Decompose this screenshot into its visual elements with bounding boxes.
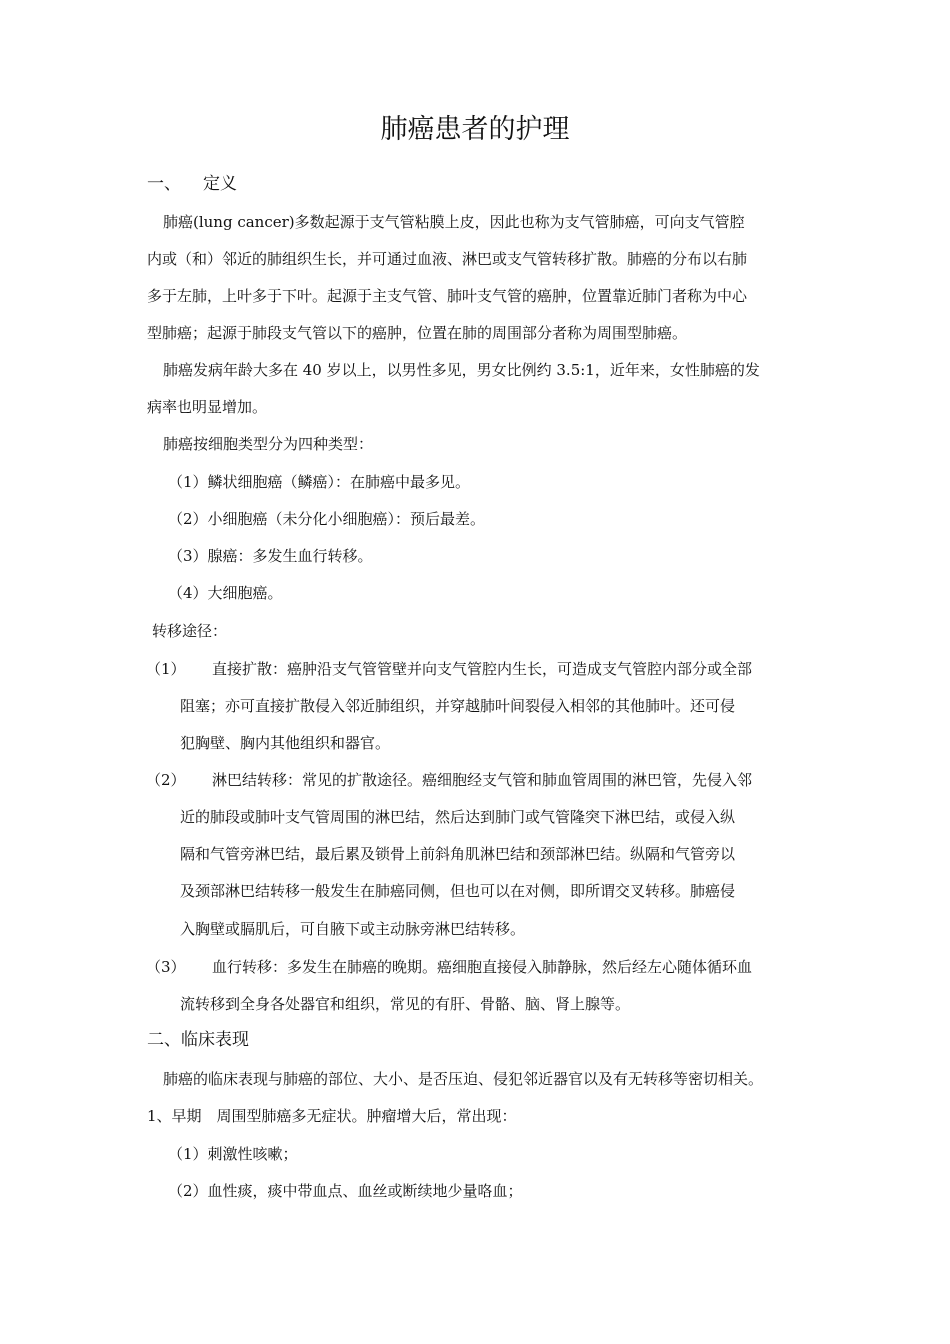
metastasis-line: 血行转移：多发生在肺癌的晚期。癌细胞直接侵入肺静脉，然后经左心随体循环血 [212, 958, 753, 976]
early-stage-line: 1、早期 周围型肺癌多无症状。肿瘤增大后，常出现： [147, 1107, 517, 1125]
metastasis-line: 及颈部淋巴结转移一般发生在肺癌同侧，但也可以在对侧，即所谓交叉转移。肺癌侵 [180, 882, 736, 900]
section-1-number: 一、 [147, 174, 181, 194]
type-item: （2）小细胞癌（未分化小细胞癌）：预后最差。 [168, 510, 486, 528]
metastasis-number: （1） [146, 660, 186, 678]
metastasis-line: 淋巴结转移：常见的扩散途径。癌细胞经支气管和肺血管周围的淋巴管，先侵入邻 [212, 771, 753, 789]
metastasis-number: （3） [146, 958, 186, 976]
metastasis-line: 近的肺段或肺叶支气管周围的淋巴结，然后达到肺门或气管隆突下淋巴结，或侵入纵 [180, 808, 736, 826]
metastasis-line: 直接扩散：癌肿沿支气管管壁并向支气管腔内生长，可造成支气管腔内部分或全部 [212, 660, 753, 678]
para-1-line: 型肺癌；起源于肺段支气管以下的癌肿，位置在肺的周围部分者称为周围型肺癌。 [147, 324, 688, 342]
section-2-intro: 肺癌的临床表现与肺癌的部位、大小、是否压迫、侵犯邻近器官以及有无转移等密切相关。 [163, 1070, 764, 1088]
symptom-item: （2）血性痰，痰中带血点、血丝或断续地少量咯血； [168, 1182, 523, 1200]
type-item: （3）腺癌：多发生血行转移。 [168, 547, 373, 565]
metastasis-intro: 转移途径： [152, 622, 228, 640]
para-2-line: 肺癌发病年龄大多在 40 岁以上，以男性多见，男女比例约 3.5:1，近年来，女性肺癌的发 [163, 361, 760, 379]
section-1-heading: 定义 [203, 174, 237, 194]
section-2-heading: 二、临床表现 [147, 1030, 249, 1050]
metastasis-line: 阻塞；亦可直接扩散侵入邻近肺组织，并穿越肺叶间裂侵入相邻的其他肺叶。还可侵 [180, 697, 736, 715]
type-item: （1）鳞状细胞癌（鳞癌）：在肺癌中最多见。 [168, 473, 471, 491]
page-title: 肺癌患者的护理 [380, 114, 570, 145]
type-item: （4）大细胞癌。 [168, 584, 283, 602]
para-1-line: 肺癌(lung cancer)多数起源于支气管粘膜上皮，因此也称为支气管肺癌，可向支气管腔 [163, 213, 745, 231]
metastasis-number: （2） [146, 771, 186, 789]
metastasis-line: 入胸壁或膈肌后，可自腋下或主动脉旁淋巴结转移。 [180, 920, 526, 938]
metastasis-line: 流转移到全身各处器官和组织，常见的有肝、骨骼、脑、肾上腺等。 [180, 995, 631, 1013]
metastasis-line: 隔和气管旁淋巴结，最后累及锁骨上前斜角肌淋巴结和颈部淋巴结。纵隔和气管旁以 [180, 845, 736, 863]
metastasis-line: 犯胸壁、胸内其他组织和器官。 [180, 734, 391, 752]
para-1-line: 多于左肺，上叶多于下叶。起源于主支气管、肺叶支气管的癌肿，位置靠近肺门者称为中心 [147, 287, 748, 305]
para-1-line: 内或（和）邻近的肺组织生长，并可通过血液、淋巴或支气管转移扩散。肺癌的分布以右肺 [147, 250, 748, 268]
types-intro: 肺癌按细胞类型分为四种类型： [163, 435, 374, 453]
symptom-item: （1）刺激性咳嗽； [168, 1145, 298, 1163]
para-2-line: 病率也明显增加。 [147, 398, 268, 416]
